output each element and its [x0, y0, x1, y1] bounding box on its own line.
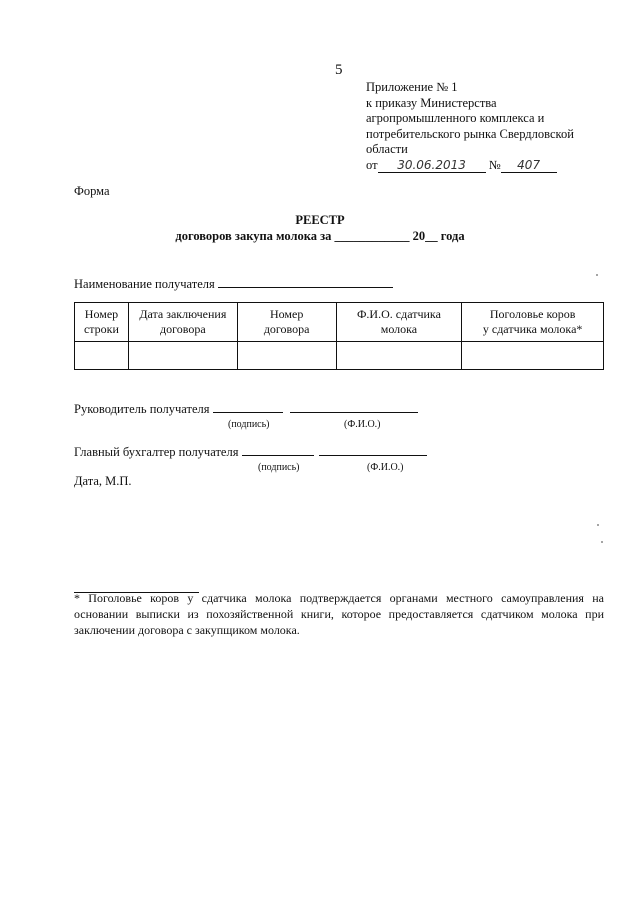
appendix-line: области	[366, 142, 408, 156]
registry-table	[74, 302, 604, 370]
document-title	[0, 212, 640, 244]
table-cell	[237, 342, 336, 370]
appendix-block	[366, 80, 626, 173]
table-cell	[462, 342, 604, 370]
order-date-row	[366, 158, 626, 174]
date-stamp-label: Дата, М.П.	[74, 474, 132, 488]
head-name-caption: (Ф.И.О.)	[344, 419, 381, 430]
recipient-row	[74, 276, 393, 292]
appendix-line: потребительского рынка Свердловской	[366, 126, 574, 141]
accountant-name-blank	[319, 444, 427, 456]
header-contract-date: Дата заключения договора	[128, 303, 237, 342]
table-row	[75, 342, 604, 370]
from-label: от	[366, 157, 378, 172]
header-row-number: Номер строки	[75, 303, 129, 342]
accountant-sign-caption: (подпись)	[258, 462, 300, 473]
recipient-blank-line	[218, 276, 393, 288]
header-supplier-name: Ф.И.О. сдатчика молока	[336, 303, 462, 342]
handwritten-date: 30.06.2013	[378, 159, 486, 173]
title-line-1: РЕЕСТР	[295, 213, 345, 227]
number-label: №	[488, 157, 501, 172]
page-number: 5	[335, 62, 343, 78]
scan-speck	[601, 541, 603, 543]
accountant-signature-row	[74, 444, 427, 460]
form-label: Форма	[74, 184, 110, 198]
header-cow-count: Поголовье коров у сдатчика молока*	[462, 303, 604, 342]
scan-speck	[597, 524, 599, 526]
handwritten-number: 407	[501, 159, 557, 173]
head-sign-blank	[213, 401, 283, 413]
table-cell	[128, 342, 237, 370]
table-cell	[336, 342, 462, 370]
appendix-line: Приложение № 1	[366, 80, 458, 94]
appendix-line: к приказу Министерства	[366, 95, 497, 110]
head-signature-row	[74, 401, 418, 417]
head-signature-label: Руководитель получателя	[74, 402, 210, 416]
recipient-label: Наименование получателя	[74, 277, 215, 291]
table-header-row	[75, 303, 604, 342]
head-name-blank	[290, 401, 418, 413]
accountant-sign-blank	[242, 444, 314, 456]
title-line-2: договоров закупа молока за ____________ 20__ года	[175, 229, 465, 243]
footnote-text: * Поголовье коров у сдатчика молока подтверждается органами местного самоуправления на основании выписки из похозяйственной книги, которое предоставляется сдатчиком молока при заключении договора с закупщиком молока.	[74, 591, 604, 637]
accountant-name-caption: (Ф.И.О.)	[367, 462, 404, 473]
header-contract-number: Номер договора	[237, 303, 336, 342]
accountant-signature-label: Главный бухгалтер получателя	[74, 445, 239, 459]
scan-speck	[596, 274, 598, 276]
appendix-line: агропромышленного комплекса и	[366, 111, 545, 125]
table-cell	[75, 342, 129, 370]
head-sign-caption: (подпись)	[228, 419, 270, 430]
